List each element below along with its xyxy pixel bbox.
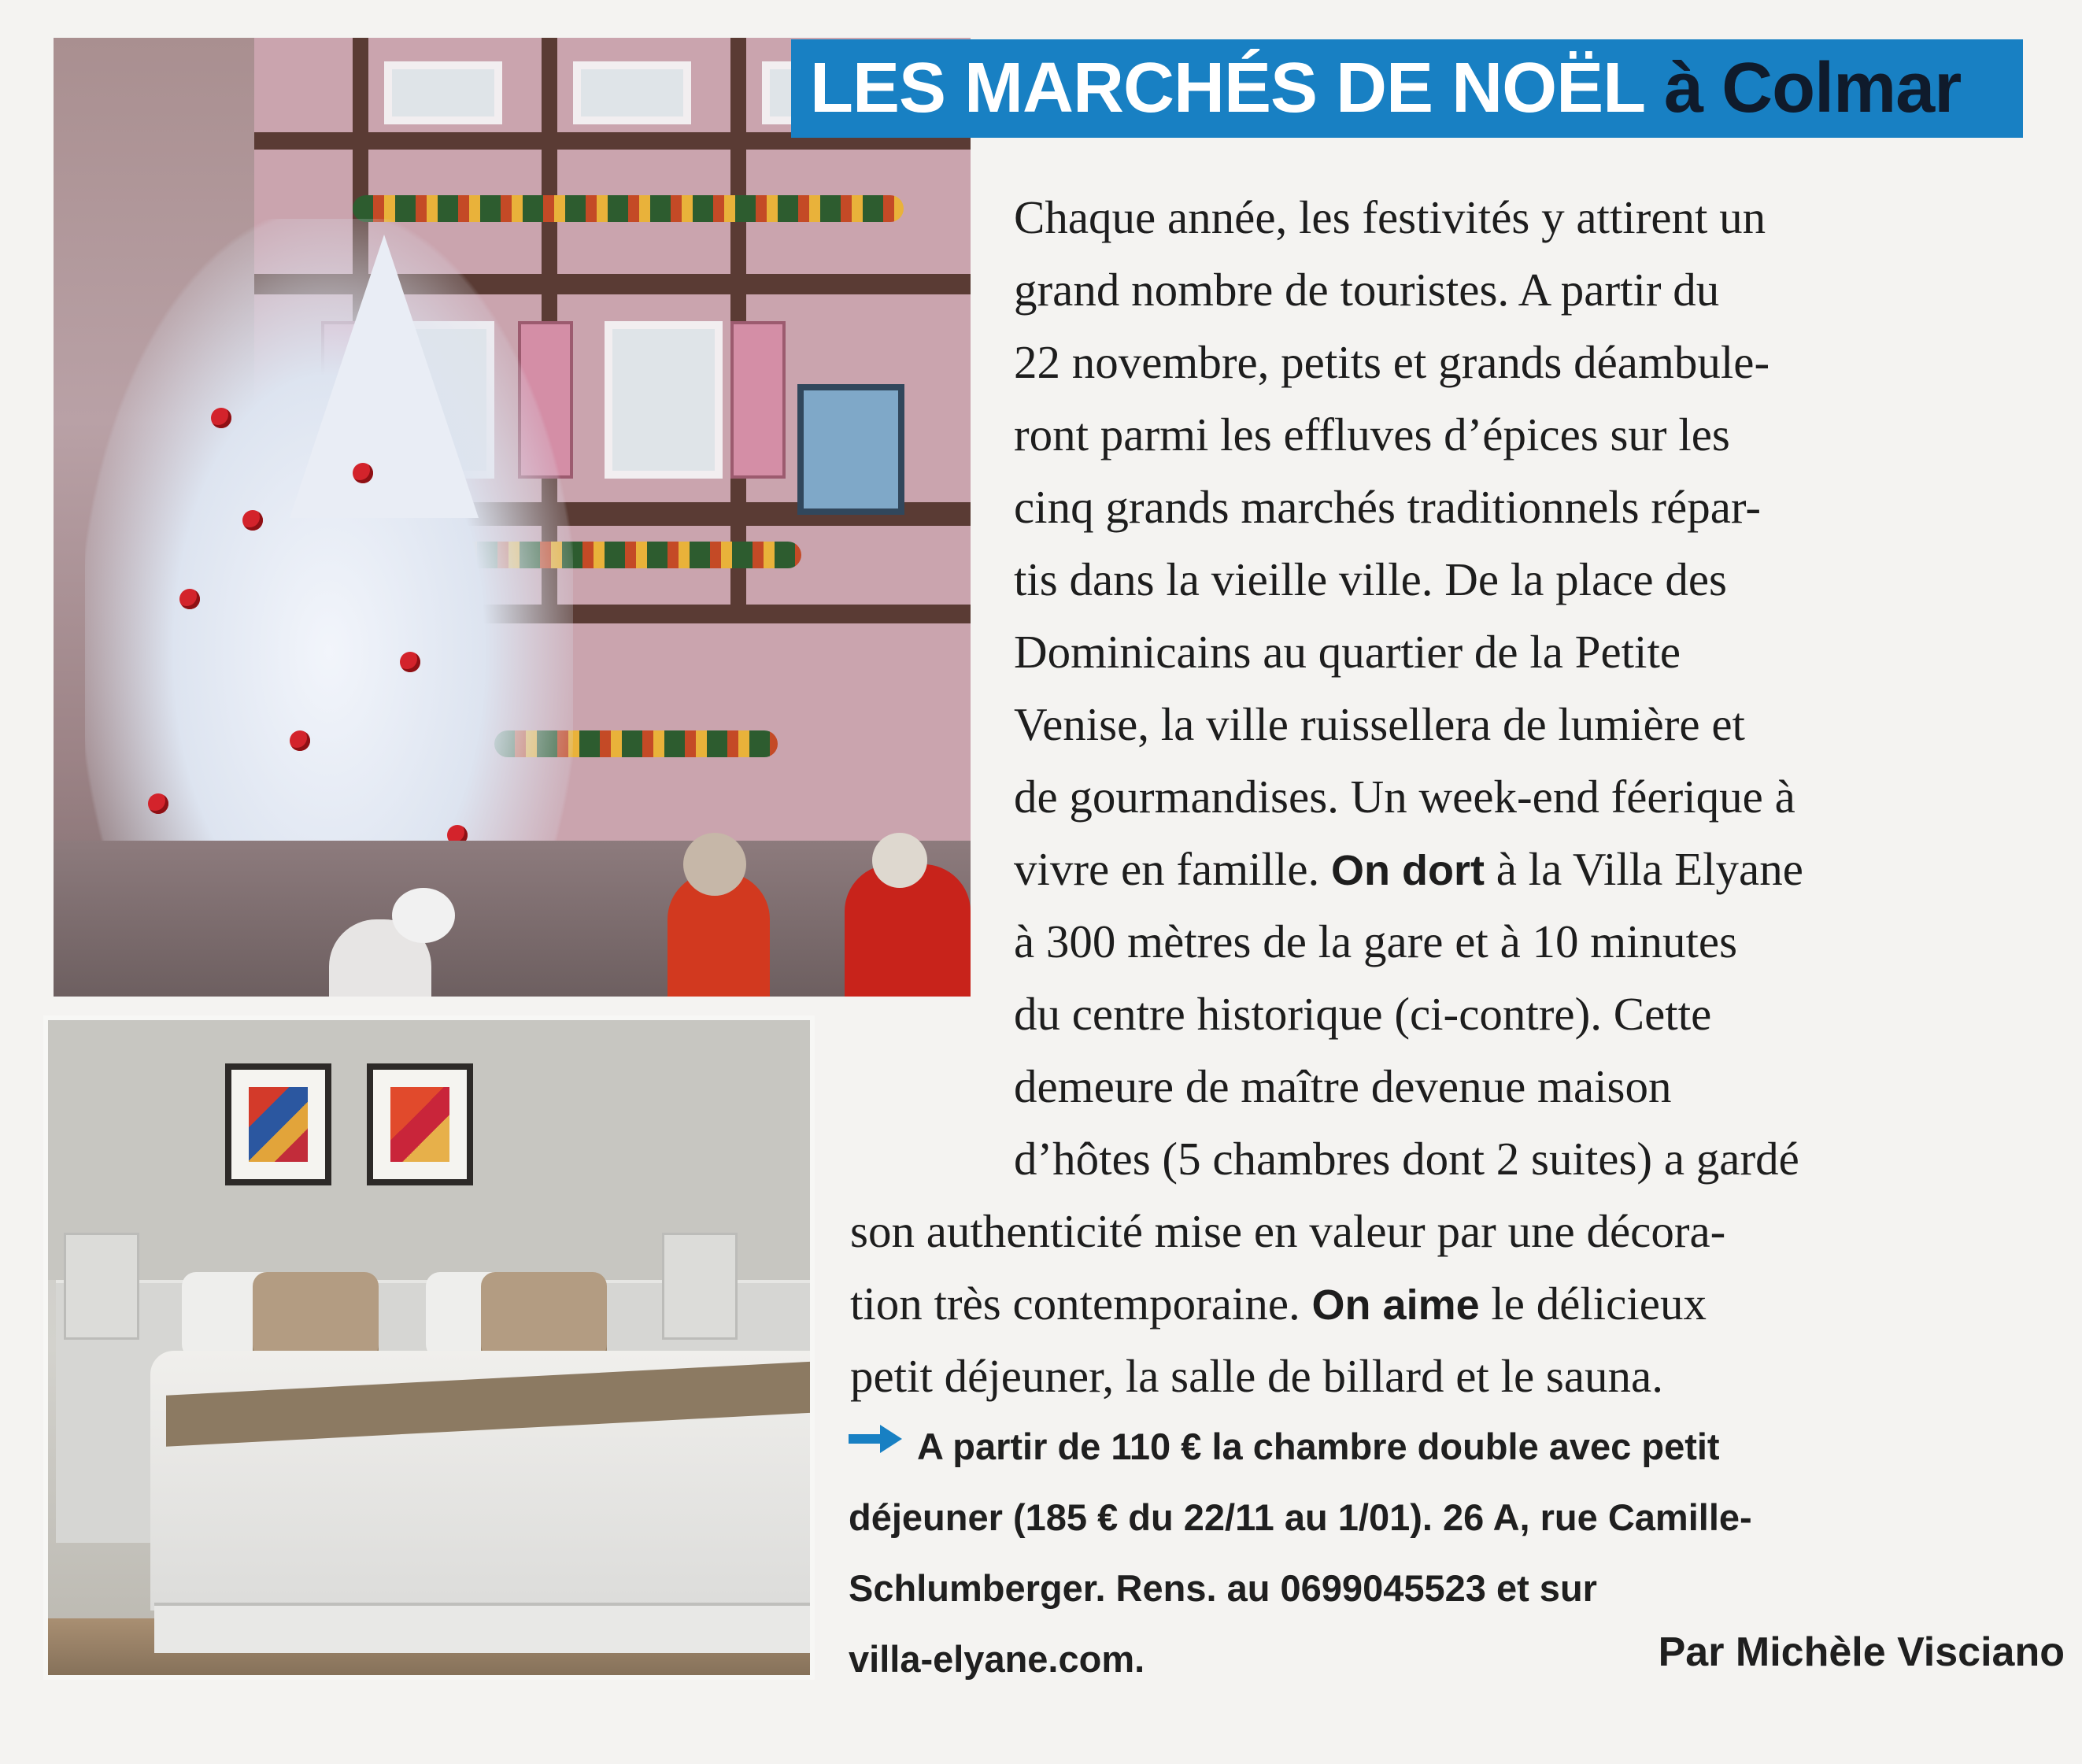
person-head bbox=[392, 888, 455, 943]
street bbox=[54, 841, 971, 997]
article-line: tis dans la vieille ville. De la place des bbox=[1014, 553, 1728, 605]
ornament bbox=[148, 793, 168, 814]
bedroom-photo bbox=[43, 1015, 815, 1680]
on-aime-label: On aime bbox=[1311, 1281, 1480, 1329]
info-line: Schlumberger. Rens. au 0699045523 et sur bbox=[849, 1567, 1597, 1609]
window bbox=[573, 61, 691, 124]
ornament bbox=[400, 652, 420, 672]
info-line: déjeuner (185 € du 22/11 au 1/01). 26 A, rue Camille- bbox=[849, 1496, 1752, 1538]
byline: Par Michèle Visciano bbox=[1658, 1629, 2065, 1675]
article-line: cinq grands marchés traditionnels répar- bbox=[1014, 481, 1762, 533]
arrow-right-icon bbox=[849, 1423, 902, 1455]
article-line: 22 novembre, petits et grands déambule- bbox=[1014, 336, 1770, 388]
ornament bbox=[290, 730, 310, 751]
article-line: petit déjeuner, la salle de billard et le sauna. bbox=[850, 1350, 1663, 1402]
framed-artwork bbox=[367, 1063, 473, 1185]
bedside-table bbox=[64, 1233, 139, 1340]
ornament bbox=[353, 463, 373, 483]
bed-base bbox=[154, 1603, 815, 1653]
on-dort-label: On dort bbox=[1331, 847, 1485, 894]
title-main: LES MARCHÉS DE NOËL bbox=[810, 49, 1646, 128]
article-line: Chaque année, les festivités y attirent un bbox=[1014, 191, 1766, 243]
person-head bbox=[683, 833, 746, 896]
page-title bbox=[791, 39, 2023, 138]
window bbox=[605, 321, 723, 479]
framed-artwork bbox=[225, 1063, 331, 1185]
ornament bbox=[211, 408, 231, 428]
website-link[interactable]: villa-elyane.com. bbox=[849, 1638, 1145, 1680]
window bbox=[384, 61, 502, 124]
article-line: son authenticité mise en valeur par une décora- bbox=[850, 1205, 1726, 1257]
bedside-table bbox=[662, 1233, 738, 1340]
person-head bbox=[872, 833, 927, 888]
info-line: A partir de 110 € la chambre double avec petit bbox=[917, 1426, 1720, 1467]
article-line: du centre historique (ci-contre). Cette bbox=[1014, 988, 1712, 1040]
article-line: demeure de maître devenue maison bbox=[1014, 1060, 1672, 1112]
article-line: ront parmi les effluves d’épices sur les bbox=[1014, 409, 1730, 460]
garland bbox=[353, 195, 904, 222]
tree-top bbox=[290, 235, 479, 518]
article-line: à 300 mètres de la gare et à 10 minutes bbox=[1014, 915, 1738, 967]
article-line: de gourmandises. Un week-end féerique à bbox=[1014, 771, 1795, 823]
article-line: Dominicains au quartier de la Petite bbox=[1014, 626, 1681, 678]
christmas-market-photo bbox=[54, 38, 971, 997]
article-line: d’hôtes (5 chambres dont 2 suites) a gardé bbox=[1014, 1133, 1799, 1185]
ornament bbox=[179, 589, 200, 609]
hanging-sign bbox=[797, 384, 904, 515]
article-line: tion très contemporaine. On aime le délicieux bbox=[850, 1278, 1707, 1329]
title-place: à Colmar bbox=[1664, 49, 1962, 128]
article-line: grand nombre de touristes. A partir du bbox=[1014, 264, 1720, 316]
article-line: vivre en famille. On dort à la Villa Elyane bbox=[1014, 843, 1803, 895]
ornament bbox=[242, 510, 263, 531]
shutter bbox=[730, 321, 786, 479]
article-line: Venise, la ville ruissellera de lumière et bbox=[1014, 698, 1745, 750]
